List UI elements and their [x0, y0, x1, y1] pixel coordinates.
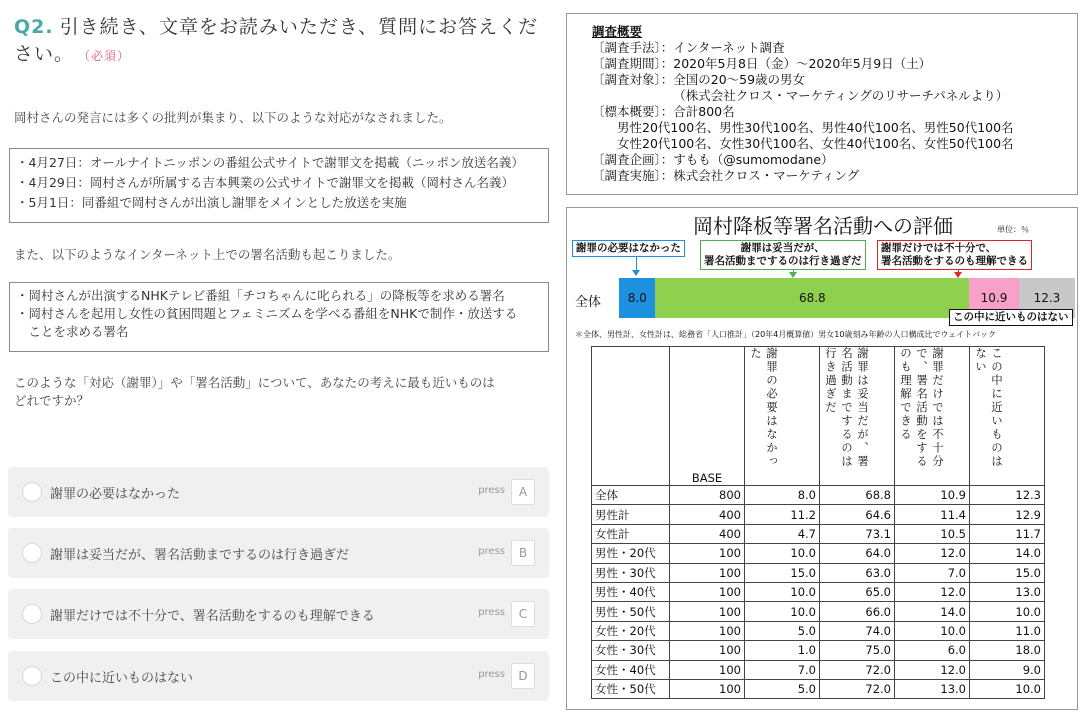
table-row [592, 641, 1045, 660]
value-cell: 100 [670, 602, 745, 621]
row-label-cell: 女性・30代 [592, 641, 670, 660]
response-item: ・5月1日：同番組で岡村さんが出演し謝罪をメインとした放送を実施 [16, 195, 407, 210]
value-cell: 9.0 [970, 660, 1045, 679]
option-c[interactable] [8, 589, 549, 639]
value-cell: 18.0 [970, 641, 1045, 660]
option-b[interactable] [8, 528, 549, 578]
value-cell: 4.7 [745, 524, 820, 543]
bar-segment-1 [619, 278, 655, 318]
bar-value-label: 10.9 [980, 291, 1008, 305]
row-label-cell: 男性・30代 [592, 563, 670, 582]
question-header [14, 14, 544, 70]
value-cell: 14.0 [895, 602, 970, 621]
row-label-cell: 女性・20代 [592, 621, 670, 640]
value-cell: 66.0 [820, 602, 895, 621]
table-row [592, 486, 1045, 505]
value-cell: 100 [670, 660, 745, 679]
table-row [592, 679, 1045, 698]
value-cell: 100 [670, 641, 745, 660]
option-label: 謝罪は妥当だが、署名活動までするのは行き過ぎだ [50, 548, 350, 563]
value-cell: 13.0 [895, 679, 970, 698]
radio-button[interactable] [22, 604, 42, 624]
value-cell: 10.0 [970, 602, 1045, 621]
shortcut-key: D [511, 663, 535, 689]
overview-row: 女性20代100名、女性30代100名、女性40代100名、女性50代100名 [592, 136, 1014, 151]
table-row [592, 524, 1045, 543]
option-d[interactable] [8, 651, 549, 701]
overview-row: 〔標本概要〕：合計800名 [592, 104, 735, 119]
question-prompt-line: どれですか？ [14, 393, 90, 408]
table-header-label: 謝罪だけでは不十分で、署名活動をするのも理解できる [899, 347, 945, 469]
value-cell: 13.0 [970, 582, 1045, 601]
callout-a-arrow-line [636, 257, 637, 271]
value-cell: 15.0 [745, 563, 820, 582]
value-cell: 64.6 [820, 505, 895, 524]
results-table [591, 346, 1045, 699]
petition-box [9, 282, 549, 352]
callout-c [877, 240, 1032, 270]
petition-item: ことを求める署名 [16, 324, 129, 339]
chart-panel [566, 207, 1078, 710]
value-cell: 10.0 [970, 679, 1045, 698]
row-label-cell: 全体 [592, 486, 670, 505]
table-header-label: この中に近いものはない [974, 347, 1004, 469]
value-cell: 10.0 [745, 582, 820, 601]
bar-value-label: 68.8 [798, 291, 826, 305]
value-cell: 100 [670, 544, 745, 563]
bar-value-label: 12.3 [1033, 291, 1061, 305]
value-cell: 12.9 [970, 505, 1045, 524]
option-label: 謝罪の必要はなかった [50, 487, 181, 502]
row-label-cell: 女性・50代 [592, 679, 670, 698]
value-cell: 6.0 [895, 641, 970, 660]
overview-row: 〔調査期間〕：2020年5月8日（金）～2020年5月9日（土） [592, 56, 932, 71]
value-cell: 12.0 [895, 582, 970, 601]
value-cell: 10.0 [895, 621, 970, 640]
row-label-cell: 男性・20代 [592, 544, 670, 563]
question-number: Q2. [14, 16, 54, 38]
intro-text-2: また、以下のようなインターネット上での署名活動も起こりました。 [14, 247, 401, 262]
value-cell: 1.0 [745, 641, 820, 660]
value-cell: 100 [670, 582, 745, 601]
option-label: 謝罪だけでは不十分で、署名活動をするのも理解できる [50, 609, 375, 624]
option-a[interactable] [8, 467, 549, 517]
value-cell: 800 [670, 486, 745, 505]
unit-label: 単位：％ [997, 225, 1029, 234]
question-prompt-line: このような「対応（謝罪）」や「署名活動」について、あなたの考えに最も近いものは [14, 375, 495, 390]
bar-segment-2 [655, 278, 969, 318]
shortcut-key: C [511, 601, 535, 627]
table-row [592, 602, 1045, 621]
question-title: 引き続き、文章をお読みいただき、質問にお答えください。 [14, 16, 539, 65]
value-cell: 100 [670, 621, 745, 640]
table-header-cell [592, 347, 670, 486]
table-row [592, 505, 1045, 524]
table-row [592, 544, 1045, 563]
callout-a-arrow-head [632, 270, 640, 276]
callout-b-line: 署名活動までするのは行き過ぎだ [704, 255, 862, 267]
value-cell: 11.4 [895, 505, 970, 524]
table-header-cell [820, 347, 895, 486]
callout-a: 謝罪の必要はなかった [572, 240, 685, 257]
value-cell: 10.9 [895, 486, 970, 505]
overview-row: 〔調査企画〕：すもも（@sumomodane） [592, 152, 834, 167]
table-row [592, 621, 1045, 640]
value-cell: 11.2 [745, 505, 820, 524]
overview-row: 〔調査対象〕：全国の20～59歳の男女 [592, 72, 806, 87]
value-cell: 10.0 [745, 602, 820, 621]
row-label-cell: 女性・40代 [592, 660, 670, 679]
value-cell: 74.0 [820, 621, 895, 640]
option-label: この中に近いものはない [50, 671, 194, 686]
table-header-cell [970, 347, 1045, 486]
radio-button[interactable] [22, 666, 42, 686]
value-cell: 7.0 [745, 660, 820, 679]
press-hint: press [478, 669, 505, 680]
response-item: ・4月27日：オールナイトニッポンの番組公式サイトで謝罪文を掲載（ニッポン放送名義） [16, 155, 524, 170]
value-cell: 12.0 [895, 544, 970, 563]
row-label-cell: 男性・50代 [592, 602, 670, 621]
value-cell: 11.7 [970, 524, 1045, 543]
shortcut-key: B [511, 540, 535, 566]
value-cell: 14.0 [970, 544, 1045, 563]
value-cell: 12.3 [970, 486, 1045, 505]
question-prompt [14, 374, 544, 410]
table-header-label: 謝罪は妥当だが、署名活動までするのは行き過ぎだ [824, 347, 870, 469]
value-cell: 65.0 [820, 582, 895, 601]
shortcut-key: A [511, 479, 535, 505]
table-row [592, 660, 1045, 679]
value-cell: 11.0 [970, 621, 1045, 640]
value-cell: 12.0 [895, 660, 970, 679]
press-hint: press [478, 485, 505, 496]
value-cell: 7.0 [895, 563, 970, 582]
overview-row: 〔調査手法〕：インターネット調査 [592, 40, 785, 55]
table-header-cell [895, 347, 970, 486]
row-label-cell: 男性・40代 [592, 582, 670, 601]
overview-row: （株式会社クロス・マーケティングのリサーチパネルより） [592, 88, 1009, 103]
value-cell: 100 [670, 679, 745, 698]
press-hint: press [478, 607, 505, 618]
value-cell: 64.0 [820, 544, 895, 563]
response-box [9, 148, 549, 223]
table-row [592, 582, 1045, 601]
table-header-row [592, 347, 1045, 486]
radio-button[interactable] [22, 482, 42, 502]
value-cell: 400 [670, 524, 745, 543]
value-cell: 400 [670, 505, 745, 524]
value-cell: 63.0 [820, 563, 895, 582]
value-cell: 10.0 [745, 544, 820, 563]
chart-title: 岡村降板等署名活動への評価 [693, 214, 953, 238]
overview-row: 〔調査実施〕：株式会社クロス・マーケティング [592, 168, 860, 183]
table-header-cell [745, 347, 820, 486]
value-cell: 5.0 [745, 621, 820, 640]
value-cell: 72.0 [820, 679, 895, 698]
survey-overview [566, 13, 1078, 195]
value-cell: 8.0 [745, 486, 820, 505]
value-cell: 68.8 [820, 486, 895, 505]
callout-c-line: 署名活動をするのも理解できる [881, 255, 1028, 267]
overview-row: 男性20代100名、男性30代100名、男性40代100名、男性50代100名 [592, 120, 1014, 135]
row-label-cell: 女性計 [592, 524, 670, 543]
bar-value-label: 8.0 [627, 291, 647, 305]
response-item: ・4月29日：岡村さんが所属する吉本興業の公式サイトで謝罪文を掲載（岡村さん名義） [16, 175, 514, 190]
callout-b [700, 240, 866, 270]
table-header-base: BASE [670, 347, 745, 486]
row-label-cell: 男性計 [592, 505, 670, 524]
press-hint: press [478, 546, 505, 557]
value-cell: 75.0 [820, 641, 895, 660]
petition-item: ・岡村さんが出演するNHKテレビ番組「チコちゃんに叱られる」の降板等を求める署名 [16, 288, 505, 303]
callout-c-line: 謝罪だけでは不十分で、 [881, 242, 997, 254]
bar-row-label: 全体 [575, 295, 602, 310]
chart-footnote: ＊全体、男性計、女性計は、総務省「人口推計」（20年4月概算値）男女10歳刻み年齢の人口構成比でウェイトバック [575, 330, 996, 339]
overview-title: 調査概要 [592, 24, 643, 39]
table-row [592, 563, 1045, 582]
callout-d: この中に近いものはない [949, 309, 1073, 326]
value-cell: 100 [670, 563, 745, 582]
petition-item: ・岡村さんを起用し女性の貧困問題とフェミニズムを学べる番組をNHKで制作・放送する [16, 306, 518, 321]
intro-text: 岡村さんの発言には多くの批判が集まり、以下のような対応がなされました。 [14, 110, 452, 125]
required-badge: （必須） [84, 49, 131, 63]
table-header-label: 謝罪の必要はなかった [749, 347, 779, 469]
value-cell: 72.0 [820, 660, 895, 679]
callout-b-line: 謝罪は妥当だが、 [740, 242, 825, 254]
value-cell: 5.0 [745, 679, 820, 698]
value-cell: 15.0 [970, 563, 1045, 582]
value-cell: 73.1 [820, 524, 895, 543]
value-cell: 10.5 [895, 524, 970, 543]
radio-button[interactable] [22, 543, 42, 563]
